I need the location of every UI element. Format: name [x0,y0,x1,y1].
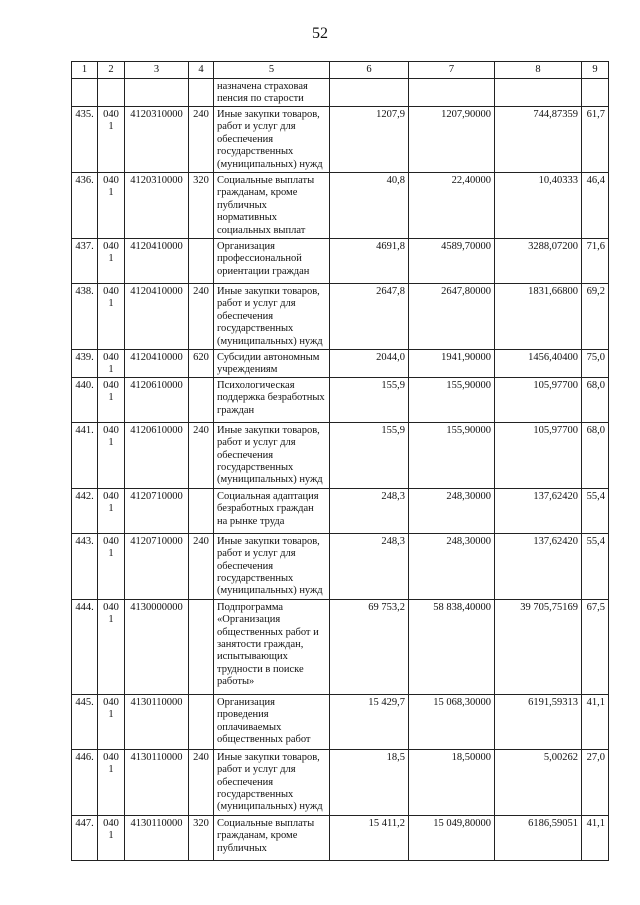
row-number: 445. [72,694,98,749]
row-name: Организация проведения оплачиваемых общественных работ [214,694,330,749]
row-expense-type: 240 [189,533,214,599]
row-target-code: 4120310000 [125,107,189,173]
table-row [72,350,609,378]
col-header: 4 [189,62,214,79]
row-number: 439. [72,350,98,378]
row-plan-value: 15 429,7 [330,694,409,749]
row-name: назначена страховая пенсия по старости [214,79,330,107]
row-target-code: 4130110000 [125,749,189,815]
row-plan-value: 248,3 [330,533,409,599]
table-row [72,107,609,173]
row-plan-value: 155,9 [330,377,409,422]
row-target-code: 4130000000 [125,599,189,694]
row-section: 0401 [98,422,125,488]
row-section: 0401 [98,377,125,422]
row-expense-type: 620 [189,350,214,378]
row-refined-value: 1941,90000 [409,350,495,378]
row-percent: 68,0 [582,422,609,488]
row-executed-value: 137,62420 [495,488,582,533]
row-percent: 69,2 [582,284,609,350]
page-number: 52 [312,25,328,42]
col-header: 7 [409,62,495,79]
row-name: Психологическая поддержка безработных граждан [214,377,330,422]
row-expense-type [189,377,214,422]
table-row [72,422,609,488]
row-section: 0401 [98,815,125,860]
row-name: Иные закупки товаров, работ и услуг для обеспечения государственных (муниципальных) нужд [214,284,330,350]
row-name: Иные закупки товаров, работ и услуг для обеспечения государственных (муниципальных) нужд [214,422,330,488]
table-row [72,488,609,533]
row-refined-value: 15 068,30000 [409,694,495,749]
row-refined-value: 2647,80000 [409,284,495,350]
row-name: Иные закупки товаров, работ и услуг для обеспечения государственных (муниципальных) нужд [214,107,330,173]
row-plan-value: 15 411,2 [330,815,409,860]
row-target-code: 4120710000 [125,488,189,533]
row-name: Иные закупки товаров, работ и услуг для обеспечения государственных (муниципальных) нужд [214,749,330,815]
row-executed-value: 10,40333 [495,173,582,239]
row-executed-value: 1456,40400 [495,350,582,378]
row-expense-type [189,488,214,533]
budget-table [71,61,609,861]
table-row [72,815,609,860]
row-section: 0401 [98,488,125,533]
table-row [72,533,609,599]
row-target-code: 4120410000 [125,350,189,378]
col-header: 2 [98,62,125,79]
row-plan-value: 248,3 [330,488,409,533]
row-target-code: 4120310000 [125,173,189,239]
row-refined-value: 15 049,80000 [409,815,495,860]
row-target-code: 4120610000 [125,377,189,422]
row-expense-type [189,599,214,694]
row-executed-value: 137,62420 [495,533,582,599]
row-refined-value: 58 838,40000 [409,599,495,694]
table-row [72,377,609,422]
row-refined-value: 155,90000 [409,377,495,422]
row-percent: 75,0 [582,350,609,378]
header-row [72,62,609,79]
row-percent: 46,4 [582,173,609,239]
row-number: 437. [72,239,98,284]
row-number: 447. [72,815,98,860]
row-executed-value: 3288,07200 [495,239,582,284]
row-name: Социальная адаптация безработных граждан на рынке труда [214,488,330,533]
row-plan-value: 18,5 [330,749,409,815]
row-expense-type [189,694,214,749]
table-row [72,239,609,284]
row-plan-value: 155,9 [330,422,409,488]
table-row [72,173,609,239]
row-executed-value: 6191,59313 [495,694,582,749]
row-expense-type: 240 [189,284,214,350]
col-header: 6 [330,62,409,79]
row-percent: 55,4 [582,533,609,599]
row-expense-type: 240 [189,107,214,173]
row-plan-value: 1207,9 [330,107,409,173]
row-percent: 67,5 [582,599,609,694]
row-number: 442. [72,488,98,533]
row-target-code: 4130110000 [125,694,189,749]
row-number: 435. [72,107,98,173]
row-target-code: 4120710000 [125,533,189,599]
row-expense-type: 320 [189,815,214,860]
row-refined-value: 155,90000 [409,422,495,488]
row-section: 0401 [98,694,125,749]
row-section: 0401 [98,749,125,815]
col-header: 8 [495,62,582,79]
table-row [72,284,609,350]
row-plan-value: 40,8 [330,173,409,239]
row-section: 0401 [98,350,125,378]
row-executed-value: 744,87359 [495,107,582,173]
table-row [72,749,609,815]
row-executed-value: 5,00262 [495,749,582,815]
table-row [72,599,609,694]
row-section: 0401 [98,284,125,350]
row-refined-value: 248,30000 [409,488,495,533]
row-plan-value: 69 753,2 [330,599,409,694]
row-percent: 55,4 [582,488,609,533]
row-plan-value: 2647,8 [330,284,409,350]
row-section: 0401 [98,107,125,173]
row-expense-type: 240 [189,422,214,488]
row-refined-value: 248,30000 [409,533,495,599]
row-number: 446. [72,749,98,815]
row-number: 441. [72,422,98,488]
row-number: 436. [72,173,98,239]
row-section: 0401 [98,599,125,694]
row-percent: 41,1 [582,694,609,749]
row-target-code: 4120410000 [125,284,189,350]
col-header: 9 [582,62,609,79]
row-executed-value: 1831,66800 [495,284,582,350]
row-number: 444. [72,599,98,694]
row-name: Субсидии автономным учреждениям [214,350,330,378]
row-section: 0401 [98,533,125,599]
row-percent: 27,0 [582,749,609,815]
row-number: 443. [72,533,98,599]
row-percent: 71,6 [582,239,609,284]
row-plan-value: 2044,0 [330,350,409,378]
row-number: 438. [72,284,98,350]
row-expense-type: 240 [189,749,214,815]
col-header: 1 [72,62,98,79]
row-percent: 68,0 [582,377,609,422]
row-executed-value: 105,97700 [495,422,582,488]
row-target-code: 4120410000 [125,239,189,284]
row-refined-value: 1207,90000 [409,107,495,173]
row-target-code: 4120610000 [125,422,189,488]
table-row [72,694,609,749]
row-refined-value: 4589,70000 [409,239,495,284]
row-target-code: 4130110000 [125,815,189,860]
row-percent: 61,7 [582,107,609,173]
row-plan-value: 4691,8 [330,239,409,284]
row-section: 0401 [98,173,125,239]
row-refined-value: 22,40000 [409,173,495,239]
row-name: Подпрограмма «Организация общественных работ и занятости граждан, испытывающих трудности в поиске работы» [214,599,330,694]
table-row [72,79,609,107]
row-expense-type: 320 [189,173,214,239]
row-percent: 41,1 [582,815,609,860]
row-refined-value: 18,50000 [409,749,495,815]
row-executed-value: 6186,59051 [495,815,582,860]
row-executed-value: 39 705,75169 [495,599,582,694]
row-executed-value: 105,97700 [495,377,582,422]
col-header: 5 [214,62,330,79]
row-name: Иные закупки товаров, работ и услуг для обеспечения государственных (муниципальных) нужд [214,533,330,599]
row-section: 0401 [98,239,125,284]
row-name: Социальные выплаты гражданам, кроме публичных [214,815,330,860]
row-name: Социальные выплаты гражданам, кроме публичных нормативных социальных выплат [214,173,330,239]
col-header: 3 [125,62,189,79]
row-number: 440. [72,377,98,422]
row-name: Организация профессиональной ориентации граждан [214,239,330,284]
row-expense-type [189,239,214,284]
